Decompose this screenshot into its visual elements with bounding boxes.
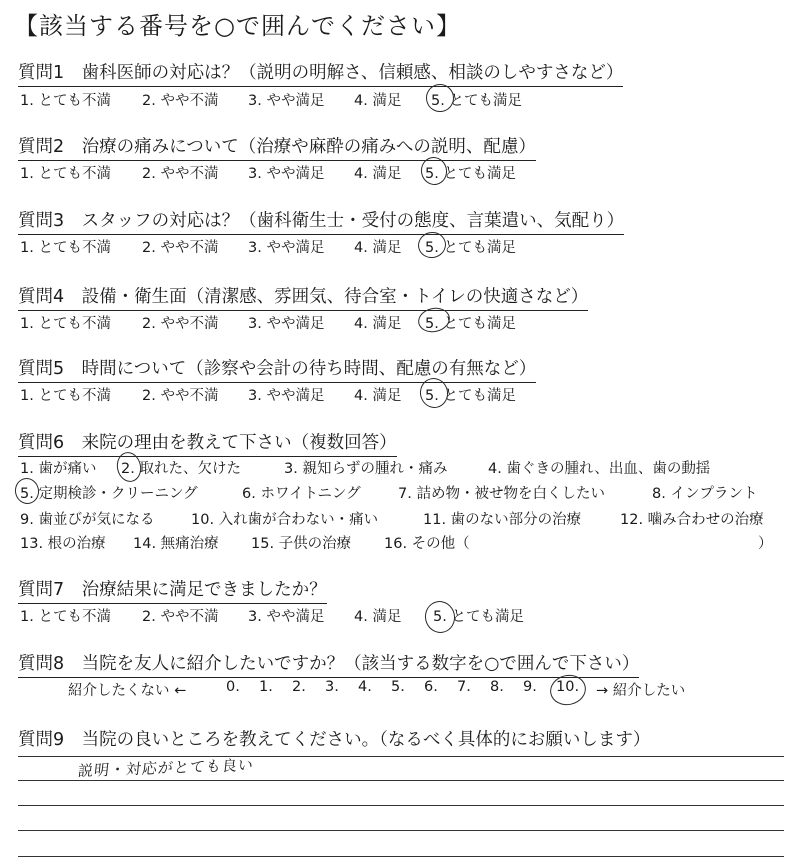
q3-option-1[interactable]: 1. とても不満 <box>20 240 111 256</box>
q3-option-4[interactable]: 4. 満足 <box>354 240 402 256</box>
q8-option-8[interactable]: 8. <box>490 679 504 695</box>
question-8-title: 質問8 当院を友人に紹介したいですか？（該当する数字を○で囲んで下さい） <box>18 650 639 678</box>
q2-option-1[interactable]: 1. とても不満 <box>20 166 111 182</box>
q8-option-0[interactable]: 0. <box>226 679 240 695</box>
answer-line-4 <box>18 830 784 831</box>
q1-option-3[interactable]: 3. やや満足 <box>248 93 325 109</box>
q4-option-2[interactable]: 2. やや不満 <box>142 316 219 332</box>
q6-option-13[interactable]: 13. 根の治療 <box>20 536 106 552</box>
question-4-title: 質問4 設備・衛生面（清潔感、雰囲気、待合室・トイレの快適さなど） <box>18 283 588 311</box>
q1-option-1[interactable]: 1. とても不満 <box>20 93 111 109</box>
question-2-title: 質問2 治療の痛みについて（治療や麻酔の痛みへの説明、配慮） <box>18 133 536 161</box>
q6-option-12[interactable]: 12. 噛み合わせの治療 <box>620 512 764 528</box>
q6-option-6[interactable]: 6. ホワイトニング <box>242 486 361 502</box>
q8-option-6[interactable]: 6. <box>424 679 438 695</box>
q6-option-9[interactable]: 9. 歯並びが気になる <box>20 512 155 528</box>
q1-option-5[interactable]: 5. とても満足 <box>431 93 522 109</box>
q2-option-5[interactable]: 5. とても満足 <box>425 166 516 182</box>
question-6-title: 質問6 来院の理由を教えて下さい（複数回答） <box>18 429 397 457</box>
q6-option-7[interactable]: 7. 詰め物・被せ物を白くしたい <box>398 486 605 502</box>
q5-option-5[interactable]: 5. とても満足 <box>425 388 516 404</box>
q6-other-close-paren: ） <box>758 536 773 552</box>
q6-option-3[interactable]: 3. 親知らずの腫れ・痛み <box>284 461 448 477</box>
q6-option-15[interactable]: 15. 子供の治療 <box>251 536 352 552</box>
q2-option-3[interactable]: 3. やや満足 <box>248 166 325 182</box>
answer-line-2 <box>18 780 784 781</box>
q7-option-2[interactable]: 2. やや不満 <box>142 609 219 625</box>
q8-option-5[interactable]: 5. <box>391 679 405 695</box>
q8-option-3[interactable]: 3. <box>325 679 339 695</box>
q7-option-4[interactable]: 4. 満足 <box>354 609 402 625</box>
question-3-title: 質問3 スタッフの対応は？（歯科衛生士・受付の態度、言葉遣い、気配り） <box>18 207 624 235</box>
q6-option-1[interactable]: 1. 歯が痛い <box>20 461 97 477</box>
answer-line-3 <box>18 805 784 806</box>
q8-option-1[interactable]: 1. <box>259 679 273 695</box>
q5-option-3[interactable]: 3. やや満足 <box>248 388 325 404</box>
q6-option-4[interactable]: 4. 歯ぐきの腫れ、出血、歯の動揺 <box>488 461 711 477</box>
q6-option-16[interactable]: 16. その他（ <box>384 536 470 552</box>
answer-line-5 <box>18 856 784 857</box>
q7-option-5[interactable]: 5. とても満足 <box>433 609 524 625</box>
q3-option-3[interactable]: 3. やや満足 <box>248 240 325 256</box>
q6-option-8[interactable]: 8. インプラント <box>652 486 758 502</box>
q8-option-7[interactable]: 7. <box>457 679 471 695</box>
q8-left-label: 紹介したくない ← <box>68 683 187 699</box>
q3-option-5[interactable]: 5. とても満足 <box>425 240 516 256</box>
q6-option-2[interactable]: 2. 取れた、欠けた <box>121 461 241 477</box>
q4-option-5[interactable]: 5. とても満足 <box>425 316 516 332</box>
q1-option-4[interactable]: 4. 満足 <box>354 93 402 109</box>
q7-option-3[interactable]: 3. やや満足 <box>248 609 325 625</box>
answer-line-1 <box>18 756 784 757</box>
q6-option-11[interactable]: 11. 歯のない部分の治療 <box>423 512 582 528</box>
q4-option-1[interactable]: 1. とても不満 <box>20 316 111 332</box>
q8-right-label: → 紹介したい <box>596 683 686 699</box>
q8-option-10[interactable]: 10. <box>556 679 580 695</box>
question-1-title: 質問1 歯科医師の対応は？（説明の明解さ、信頼感、相談のしやすさなど） <box>18 59 623 87</box>
q7-option-1[interactable]: 1. とても不満 <box>20 609 111 625</box>
q1-option-2[interactable]: 2. やや不満 <box>142 93 219 109</box>
q5-option-2[interactable]: 2. やや不満 <box>142 388 219 404</box>
q9-handwritten-answer: 説明・対応がとても良い <box>77 755 255 781</box>
page-header: 【該当する番号を○で囲んでください】 <box>14 12 461 40</box>
q4-option-3[interactable]: 3. やや満足 <box>248 316 325 332</box>
q8-option-2[interactable]: 2. <box>292 679 306 695</box>
question-7-title: 質問7 治療結果に満足できましたか？ <box>18 576 327 604</box>
q6-option-10[interactable]: 10. 入れ歯が合わない・痛い <box>191 512 379 528</box>
q2-option-2[interactable]: 2. やや不満 <box>142 166 219 182</box>
question-9-title: 質問9 当院の良いところを教えてください。（なるべく具体的にお願いします） <box>18 730 651 750</box>
q3-option-2[interactable]: 2. やや不満 <box>142 240 219 256</box>
q4-option-4[interactable]: 4. 満足 <box>354 316 402 332</box>
q8-option-4[interactable]: 4. <box>358 679 372 695</box>
question-5-title: 質問5 時間について（診察や会計の待ち時間、配慮の有無など） <box>18 355 536 383</box>
q6-option-14[interactable]: 14. 無痛治療 <box>133 536 219 552</box>
q2-option-4[interactable]: 4. 満足 <box>354 166 402 182</box>
q5-option-4[interactable]: 4. 満足 <box>354 388 402 404</box>
q6-option-5[interactable]: 5. 定期検診・クリーニング <box>20 486 198 502</box>
q8-option-9[interactable]: 9. <box>523 679 537 695</box>
q5-option-1[interactable]: 1. とても不満 <box>20 388 111 404</box>
